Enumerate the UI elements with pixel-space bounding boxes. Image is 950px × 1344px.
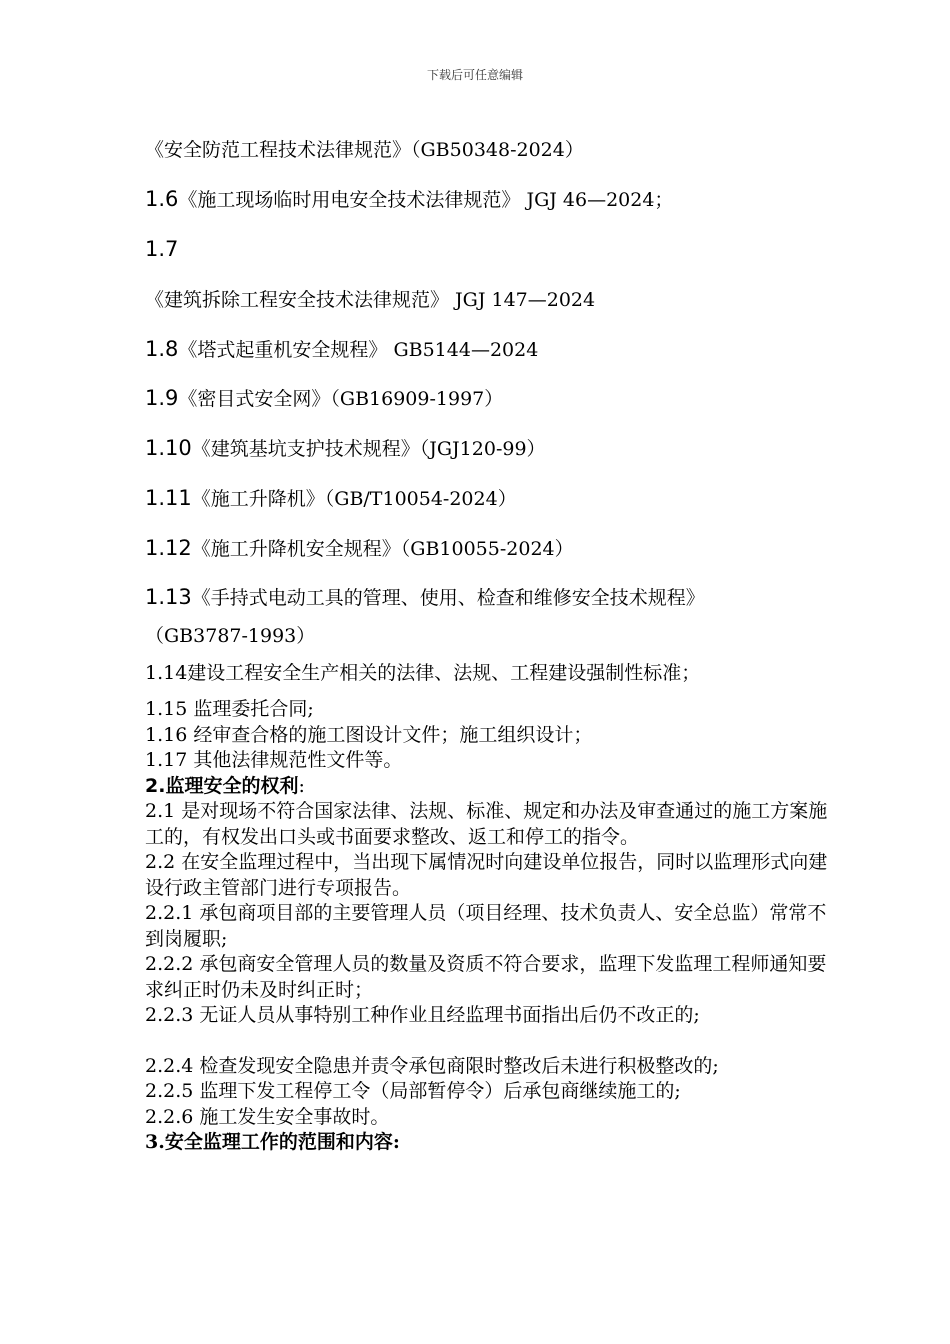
reference-text: 《塔式起重机安全规程》 GB5144—2024 xyxy=(178,339,539,361)
reference-item xyxy=(145,535,574,562)
paragraph: 1.17 其他法律规范性文件等。 xyxy=(145,749,403,771)
paragraph: 2.2.1 承包商项目部的主要管理人员（项目经理、技术负责人、安全总监）常常不到岗履职; xyxy=(145,902,827,950)
paragraph: 2.2.6 施工发生安全事故时。 xyxy=(145,1105,390,1128)
reference-number: 1.12 xyxy=(145,536,192,560)
reference-number: 1.8 xyxy=(145,337,179,361)
paragraph: 1.15 监理委托合同; xyxy=(145,698,314,720)
heading-number: 2. xyxy=(145,774,166,797)
reference-text: 《建筑基坑支护技术规程》（JGJ120-99） xyxy=(191,438,546,460)
paragraph: 1.16 经审查合格的施工图设计文件；施工组织设计； xyxy=(145,723,593,746)
reference-number: 1.7 xyxy=(145,237,179,261)
paragraph: 2.2.5 监理下发工程停工令（局部暂停令）后承包商继续施工的; xyxy=(145,1080,681,1102)
reference-number: 1.13 xyxy=(145,585,192,609)
reference-number: 1.9 xyxy=(145,386,179,410)
body-paragraphs xyxy=(145,697,835,1156)
reference-item xyxy=(145,622,315,649)
reference-item xyxy=(145,186,673,213)
heading-title: 安全监理工作的范围和内容: xyxy=(164,1131,400,1153)
heading-colon: : xyxy=(298,774,305,797)
reference-text: 《施工升降机》（GB/T10054-2024） xyxy=(191,488,517,510)
reference-item xyxy=(145,136,584,163)
reference-number: 1.6 xyxy=(145,187,179,211)
section-heading-3 xyxy=(145,1130,835,1156)
reference-item xyxy=(145,336,538,363)
blank-line xyxy=(145,1029,835,1054)
paragraph: 2.1 是对现场不符合国家法律、法规、标准、规定和办法及审查通过的施工方案施工的，有权发出口头或书面要求整改、返工和停工的指令。 xyxy=(145,800,828,848)
reference-text: 《手持式电动工具的管理、使用、检查和维修安全技术规程》 xyxy=(191,587,705,609)
reference-text: 《安全防范工程技术法律规范》（GB50348-2024） xyxy=(145,139,584,161)
reference-text: 《施工升降机安全规程》（GB10055-2024） xyxy=(191,538,574,560)
reference-item xyxy=(145,236,178,263)
reference-text: 《建筑拆除工程安全技术法律规范》 JGJ 147—2024 xyxy=(145,289,596,311)
heading-number: 3. xyxy=(145,1131,165,1153)
reference-number: 1.11 xyxy=(145,486,192,510)
reference-item xyxy=(145,435,546,462)
reference-item xyxy=(145,385,503,412)
reference-item xyxy=(145,485,517,512)
reference-number: 1.10 xyxy=(145,436,192,460)
reference-text: （GB3787-1993） xyxy=(145,625,316,647)
paragraph: 2.2 在安全监理过程中，当出现下属情况时向建设单位报告，同时以监理形式向建设行政主管部门进行专项报告。 xyxy=(145,851,828,899)
heading-title: 监理安全的权利 xyxy=(165,774,299,797)
reference-text: 《施工现场临时用电安全技术法律规范》 JGJ 46—2024； xyxy=(178,189,674,211)
reference-item xyxy=(145,286,595,313)
section-heading-2 xyxy=(145,774,835,800)
paragraph: 2.2.3 无证人员从事特别工种作业且经监理书面指出后仍不改正的; xyxy=(145,1004,700,1026)
reference-item xyxy=(145,659,700,686)
reference-item xyxy=(145,584,705,611)
paragraph: 2.2.4 检查发现安全隐患并责令承包商限时整改后未进行积极整改的; xyxy=(145,1054,719,1077)
reference-text: 1.14建设工程安全生产相关的法律、法规、工程建设强制性标准； xyxy=(145,662,701,684)
reference-text: 《密目式安全网》（GB16909-1997） xyxy=(178,388,504,410)
paragraph: 2.2.2 承包商安全管理人员的数量及资质不符合要求，监理下发监理工程师通知要求纠正时仍未及时纠正时； xyxy=(145,953,827,1001)
page-header: 下载后可任意编辑 xyxy=(426,68,523,82)
